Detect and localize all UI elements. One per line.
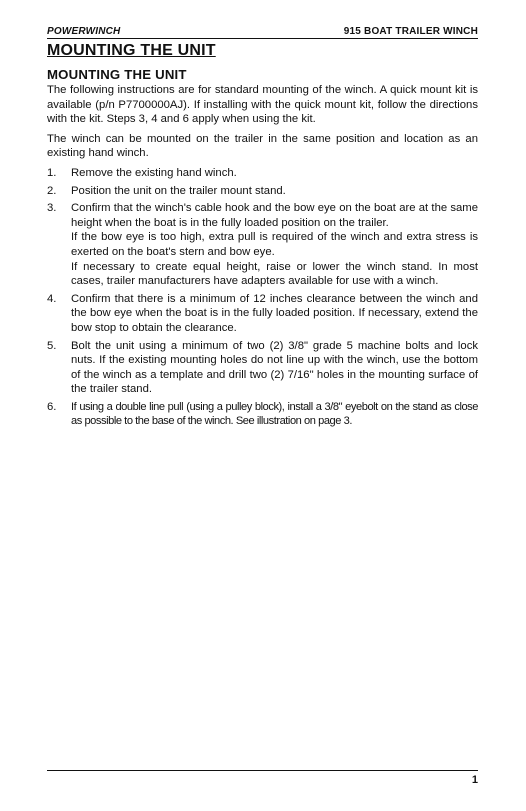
- step-number: 2.: [47, 184, 57, 197]
- footer-rule: [47, 770, 478, 771]
- main-content: [47, 67, 478, 432]
- step-paragraph: If using a double line pull (using a pulley block), install a 3/8" eyebolt on the stand as close as possible to the base of the winch. See illustration on page 3.: [71, 400, 478, 428]
- step-item: [47, 339, 478, 397]
- step-paragraph: If necessary to create equal height, raise or lower the winch stand. In most cases, trailer manufacturers have adapters available for use with a winch.: [71, 260, 478, 288]
- step-paragraph: Confirm that the winch's cable hook and the bow eye on the boat are at the same height when the boat is in the fully loaded position on the trailer.: [71, 202, 478, 229]
- intro-paragraph: The winch can be mounted on the trailer in the same position and location as an existing hand winch.: [47, 132, 478, 160]
- intro-paragraph: The following instructions are for standard mounting of the winch. A quick mount kit is available (p/n P7700000AJ). If installing with the quick mount kit, follow the directions with the kit. Steps 3, 4 and 6 apply when using the kit.: [47, 84, 478, 126]
- step-number: 5.: [47, 339, 57, 352]
- header-product: 915 BOAT TRAILER WINCH: [343, 26, 478, 37]
- step-text: [71, 201, 478, 289]
- step-text: [71, 184, 478, 199]
- step-number: 4.: [47, 292, 57, 305]
- step-item: [47, 201, 478, 289]
- step-paragraph: Remove the existing hand winch.: [71, 166, 237, 179]
- step-item: [47, 184, 478, 199]
- page-title: MOUNTING THE UNIT: [47, 42, 216, 59]
- step-paragraph: Confirm that there is a minimum of 12 inches clearance between the winch and the bow eye when the boat is in the fully loaded position. If necessary, extend the bow stop to obtain the clearance.: [71, 292, 478, 334]
- section-title: MOUNTING THE UNIT: [47, 67, 187, 82]
- step-item: [47, 166, 478, 181]
- step-item: [47, 292, 478, 336]
- step-paragraph: Position the unit on the trailer mount stand.: [71, 184, 286, 197]
- step-paragraph: If the bow eye is too high, extra pull is required of the winch and extra stress is exerted on the boat's stern and bow eye.: [71, 231, 478, 258]
- page-number: 1: [471, 774, 478, 786]
- step-text: [71, 166, 478, 181]
- step-paragraph: Bolt the unit using a minimum of two (2) 3/8" grade 5 machine bolts and lock nuts. If the existing mounting holes do not line up with the winch, use the bottom of the winch as a template and drill two (2) 7/16" holes in the mounting surface of the trailer stand.: [71, 339, 478, 396]
- step-item: [47, 400, 478, 429]
- step-text: [71, 339, 478, 397]
- step-number: 1.: [47, 166, 57, 179]
- header-brand: POWERWINCH: [47, 26, 121, 37]
- step-number: 3.: [47, 202, 57, 215]
- page-header: [47, 22, 478, 39]
- step-text: [71, 400, 478, 429]
- steps-list: [47, 166, 478, 429]
- step-number: 6.: [47, 400, 57, 413]
- step-text: [71, 292, 478, 336]
